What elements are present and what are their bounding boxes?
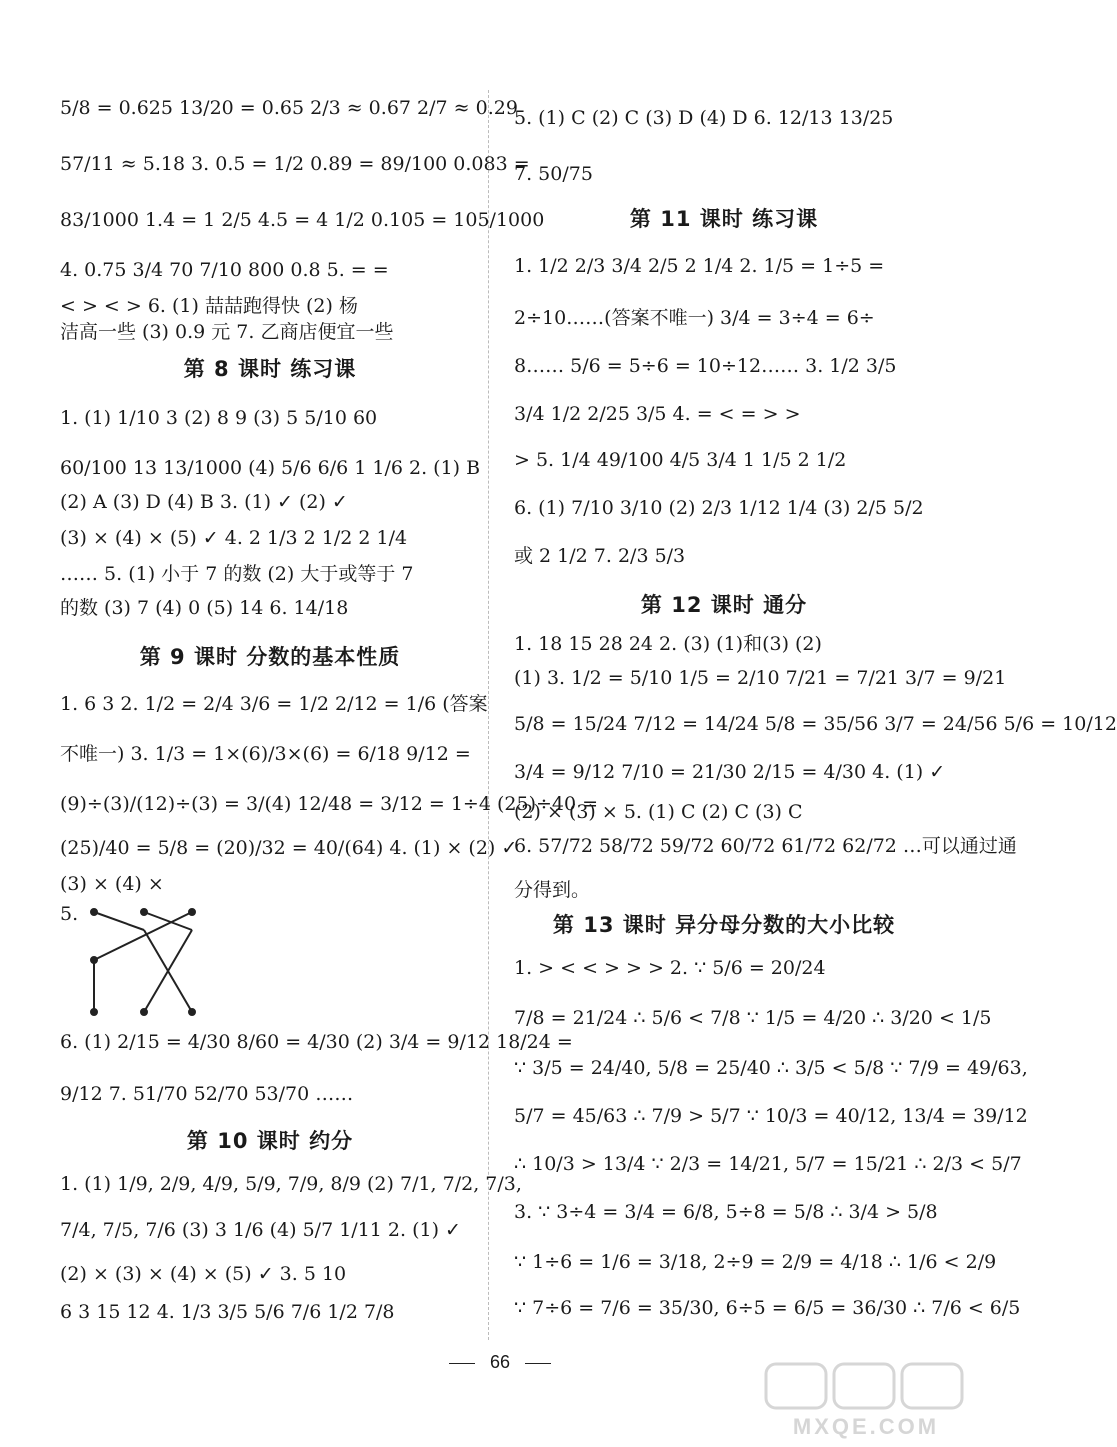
answer-line: 3/4 1/2 2/25 3/5 4. = < = > > — [514, 403, 801, 425]
answer-line: 1. > < < > > > 2. ∵ 5/6 = 20/24 — [514, 957, 826, 979]
answer-line: 2÷10……(答案不唯一) 3/4 = 3÷4 = 6÷ — [514, 307, 875, 329]
page-number: 66 — [489, 1352, 511, 1372]
answer-line: 6 3 15 12 4. 1/3 3/5 5/6 7/6 1/2 7/8 — [60, 1301, 395, 1323]
answer-line: 5. (1) C (2) C (3) D (4) D 6. 12/13 13/25 — [514, 107, 894, 129]
section-heading: 第 9 课时 分数的基本性质 — [139, 645, 401, 669]
answer-line: ∵ 3/5 = 24/40, 5/8 = 25/40 ∴ 3/5 < 5/8 ∵ 7/9 = 49/63, — [514, 1057, 1028, 1079]
answer-line: 分得到。 — [514, 879, 591, 901]
column-divider — [488, 90, 489, 1340]
answer-line: ∴ 10/3 > 13/4 ∵ 2/3 = 14/21, 5/7 = 15/21 ∴ 2/3 < 5/7 — [514, 1153, 1022, 1175]
answer-line: 60/100 13 13/1000 (4) 5/6 6/6 1 1/6 2. (1) B — [60, 457, 481, 479]
answer-line: ∵ 7÷6 = 7/6 = 35/30, 6÷5 = 6/5 = 36/30 ∴ 7/6 < 6/5 — [514, 1297, 1021, 1319]
section-heading: 第 11 课时 练习课 — [629, 207, 819, 231]
answer-line: (1) 3. 1/2 = 5/10 1/5 = 2/10 7/21 = 7/21 3/7 = 9/21 — [514, 667, 1007, 689]
answer-line: 的数 (3) 7 (4) 0 (5) 14 6. 14/18 — [60, 597, 349, 619]
answer-line: 或 2 1/2 7. 2/3 5/3 — [514, 545, 686, 567]
answer-line: 洁高一些 (3) 0.9 元 7. 乙商店便宜一些 — [60, 321, 394, 343]
answer-line: 不唯一) 3. 1/3 = 1×(6)/3×(6) = 6/18 9/12 = — [60, 743, 471, 765]
answer-line: 1. (1) 1/9, 2/9, 4/9, 5/9, 7/9, 8/9 (2) 7/1, 7/2, 7/3, — [60, 1173, 522, 1195]
answer-line: (2) A (3) D (4) B 3. (1) ✓ (2) ✓ — [60, 491, 348, 513]
answer-line: 7. 50/75 — [514, 163, 593, 185]
answer-line: 4. 0.75 3/4 70 7/10 800 0.8 5. = = — [60, 259, 389, 281]
answer-line: ∵ 1÷6 = 1/6 = 3/18, 2÷9 = 2/9 = 4/18 ∴ 1/6 < 2/9 — [514, 1251, 997, 1273]
answer-line: 8…… 5/6 = 5÷6 = 10÷12…… 3. 1/2 3/5 — [514, 355, 897, 377]
footer-dash-right — [525, 1363, 551, 1364]
answer-line: 5/8 = 0.625 13/20 = 0.65 2/3 ≈ 0.67 2/7 ≈ 0.29 — [60, 97, 518, 119]
answer-line: 1. 6 3 2. 1/2 = 2/4 3/6 = 1/2 2/12 = 1/6 (答案 — [60, 693, 488, 715]
answer-line: 5. — [60, 903, 79, 925]
answer-line: 3/4 = 9/12 7/10 = 21/30 2/15 = 4/30 4. (1) ✓ — [514, 761, 946, 783]
answer-line: 83/1000 1.4 = 1 2/5 4.5 = 4 1/2 0.105 = 105/1000 — [60, 209, 545, 231]
answer-line: …… 5. (1) 小于 7 的数 (2) 大于或等于 7 — [60, 563, 414, 585]
answer-line: > 5. 1/4 49/100 4/5 3/4 1 1/5 2 1/2 — [514, 449, 847, 471]
answer-line: (9)÷(3)/(12)÷(3) = 3/(4) 12/48 = 3/12 = 1÷4 (25)÷40 = — [60, 793, 599, 815]
answer-line: 1. 18 15 28 24 2. (3) (1)和(3) (2) — [514, 633, 822, 655]
svg-text:MXQE.COM: MXQE.COM — [792, 1414, 940, 1439]
answer-line: 6. 57/72 58/72 59/72 60/72 61/72 62/72 …可以通过通 — [514, 835, 1017, 857]
section-heading: 第 13 课时 异分母分数的大小比较 — [552, 913, 896, 937]
answer-line: 5/7 = 45/63 ∴ 7/9 > 5/7 ∵ 10/3 = 40/12, 13/4 = 39/12 — [514, 1105, 1028, 1127]
matching-diagram — [88, 908, 218, 1018]
answer-line: (2) × (3) × 5. (1) C (2) C (3) C — [514, 801, 803, 823]
section-heading: 第 8 课时 练习课 — [183, 357, 357, 381]
answer-line: 3. ∵ 3÷4 = 3/4 = 6/8, 5÷8 = 5/8 ∴ 3/4 > 5/8 — [514, 1201, 938, 1223]
answer-line: 57/11 ≈ 5.18 3. 0.5 = 1/2 0.89 = 89/100 0.083 = — [60, 153, 530, 175]
answer-line: (3) × (4) × — [60, 873, 164, 895]
answer-line: 1. (1) 1/10 3 (2) 8 9 (3) 5 5/10 60 — [60, 407, 378, 429]
answer-line: (25)/40 = 5/8 = (20)/32 = 40/(64) 4. (1) × (2) ✓ — [60, 837, 518, 859]
answer-line: 6. (1) 7/10 3/10 (2) 2/3 1/12 1/4 (3) 2/5 5/2 — [514, 497, 924, 519]
section-heading: 第 10 课时 约分 — [186, 1129, 354, 1153]
answer-line: < > < > 6. (1) 喆喆跑得快 (2) 杨 — [60, 295, 358, 317]
answer-line: 1. 1/2 2/3 3/4 2/5 2 1/4 2. 1/5 = 1÷5 = — [514, 255, 885, 277]
answer-line: 7/8 = 21/24 ∴ 5/6 < 7/8 ∵ 1/5 = 4/20 ∴ 3/20 < 1/5 — [514, 1007, 992, 1029]
answer-line: 6. (1) 2/15 = 4/30 8/60 = 4/30 (2) 3/4 = 9/12 18/24 = — [60, 1031, 573, 1053]
footer-dash-left — [449, 1363, 475, 1364]
answer-line: 7/4, 7/5, 7/6 (3) 3 1/6 (4) 5/7 1/11 2. (1) ✓ — [60, 1219, 461, 1241]
answer-line: (2) × (3) × (4) × (5) ✓ 3. 5 10 — [60, 1263, 347, 1285]
section-heading: 第 12 课时 通分 — [640, 593, 808, 617]
watermark-logo — [762, 1360, 972, 1440]
answer-line: (3) × (4) × (5) ✓ 4. 2 1/3 2 1/2 2 1/4 — [60, 527, 408, 549]
answer-line: 9/12 7. 51/70 52/70 53/70 …… — [60, 1083, 354, 1105]
answer-line: 5/8 = 15/24 7/12 = 14/24 5/8 = 35/56 3/7 = 24/56 5/6 = 10/12 — [514, 713, 1117, 735]
